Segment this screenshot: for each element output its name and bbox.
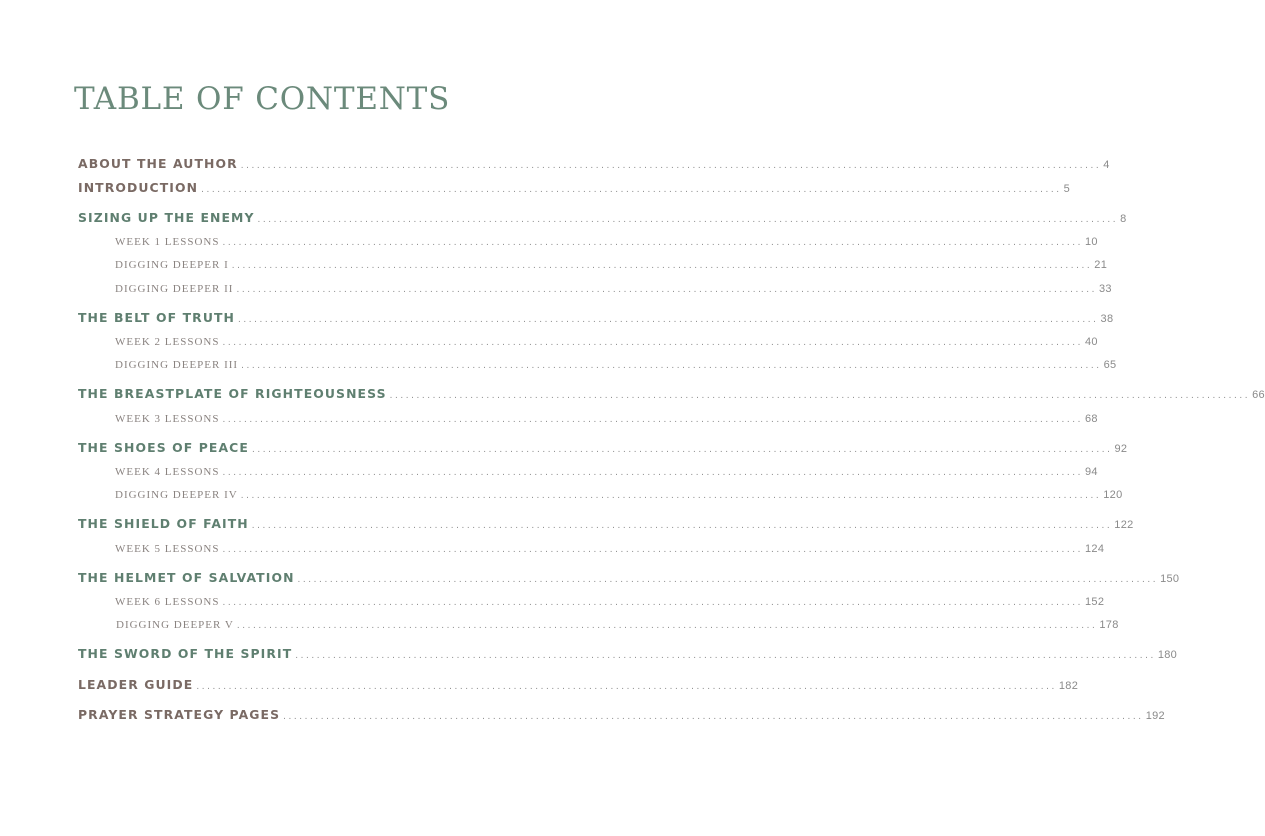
dot-leader: ................................................................................................................................................................	[240, 160, 1102, 171]
toc-entry-label: THE BREASTPLATE OF RIGHTEOUSNESS	[78, 386, 387, 401]
toc-entry-page: 120	[1103, 489, 1123, 501]
toc-entry-page: 122	[1114, 519, 1134, 531]
toc-entry[interactable]	[78, 515, 1134, 533]
toc-entry-page: 33	[1098, 283, 1112, 295]
toc-entry-label: DIGGING DEEPER V	[116, 619, 234, 631]
toc-entry[interactable]	[78, 155, 1110, 173]
toc-entry-page: 178	[1099, 619, 1119, 631]
dot-leader: ................................................................................................................................................................	[222, 237, 1083, 248]
dot-leader: ................................................................................................................................................................	[297, 574, 1159, 585]
toc-entry-label: PRAYER STRATEGY PAGES	[78, 707, 281, 722]
dot-leader: ................................................................................................................................................................	[222, 414, 1083, 425]
toc-entry-label: WEEK 3 LESSONS	[115, 413, 220, 425]
toc-entry-page: 92	[1114, 443, 1128, 455]
toc-entry[interactable]	[115, 593, 1105, 611]
toc-entry-label: WEEK 1 LESSONS	[115, 236, 220, 248]
toc-entry[interactable]	[115, 486, 1123, 504]
toc-entry-label: WEEK 5 LESSONS	[115, 543, 220, 555]
toc-entry-page: 192	[1145, 710, 1165, 722]
dot-leader: ................................................................................................................................................................	[257, 214, 1119, 225]
toc-entry-page: 21	[1094, 259, 1108, 271]
toc-entry-page: 4	[1103, 159, 1110, 171]
toc-entry-label: SIZING UP THE ENEMY	[78, 210, 255, 225]
toc-entry-page: 152	[1084, 596, 1105, 608]
toc-entry-page: 10	[1084, 236, 1098, 248]
toc-entry-label: THE SHOES OF PEACE	[78, 440, 249, 455]
toc-entry[interactable]	[78, 676, 1079, 694]
toc-entry[interactable]	[115, 463, 1098, 481]
dot-leader: ................................................................................................................................................................	[222, 597, 1083, 608]
toc-entry-label: DIGGING DEEPER IV	[115, 489, 238, 501]
toc-entry-label: THE SWORD OF THE SPIRIT	[78, 646, 293, 661]
dot-leader: ................................................................................................................................................................	[240, 490, 1102, 501]
toc-entry[interactable]	[115, 280, 1112, 298]
dot-leader: ................................................................................................................................................................	[251, 520, 1113, 531]
dot-leader: ................................................................................................................................................................	[201, 184, 1062, 195]
toc-entry[interactable]	[116, 616, 1119, 634]
toc-entry-label: LEADER GUIDE	[78, 677, 194, 692]
toc-entry[interactable]	[78, 645, 1178, 663]
toc-entry-page: 180	[1157, 649, 1178, 661]
dot-leader: ................................................................................................................................................................	[389, 390, 1251, 401]
dot-leader: ................................................................................................................................................................	[236, 620, 1098, 631]
dot-leader: ................................................................................................................................................................	[283, 711, 1144, 722]
toc-entry-label: WEEK 4 LESSONS	[115, 466, 220, 478]
toc-entry-label: WEEK 6 LESSONS	[115, 596, 220, 608]
toc-entry[interactable]	[78, 706, 1165, 724]
toc-entry-label: THE BELT OF TRUTH	[78, 310, 236, 325]
toc-entry[interactable]	[115, 256, 1108, 274]
toc-entry-page: 38	[1100, 313, 1114, 325]
toc-entry-page: 5	[1063, 183, 1071, 195]
dot-leader: ................................................................................................................................................................	[238, 314, 1099, 325]
toc-entry[interactable]	[115, 333, 1098, 351]
dot-leader: ................................................................................................................................................................	[231, 260, 1093, 271]
toc-entry-label: DIGGING DEEPER III	[115, 359, 239, 371]
toc-entry-page: 66	[1252, 389, 1265, 401]
toc-entry[interactable]	[78, 385, 1265, 403]
dot-leader: ................................................................................................................................................................	[236, 284, 1097, 295]
dot-leader: ................................................................................................................................................................	[222, 337, 1083, 348]
toc-entry-label: THE HELMET OF SALVATION	[78, 570, 295, 585]
toc-entry-label: THE SHIELD OF FAITH	[78, 516, 249, 531]
toc-entry[interactable]	[115, 233, 1098, 251]
dot-leader: ................................................................................................................................................................	[251, 444, 1113, 455]
toc-entry-label: ABOUT THE AUTHOR	[78, 156, 238, 171]
dot-leader: ................................................................................................................................................................	[222, 467, 1083, 478]
dot-leader: ................................................................................................................................................................	[241, 360, 1102, 371]
toc-entry-page: 150	[1160, 573, 1180, 585]
toc-entry-label: DIGGING DEEPER II	[115, 283, 234, 295]
toc-entry[interactable]	[78, 309, 1114, 327]
toc-entry-page: 40	[1084, 336, 1098, 348]
toc-entry[interactable]	[78, 179, 1071, 197]
toc-entry-page: 124	[1084, 543, 1105, 555]
toc-entry[interactable]	[78, 209, 1127, 227]
toc-entry[interactable]	[78, 569, 1180, 587]
toc-entry-page: 68	[1084, 413, 1098, 425]
toc-entry-label: INTRODUCTION	[78, 180, 199, 195]
toc-entry[interactable]	[115, 356, 1117, 374]
toc-entry-label: WEEK 2 LESSONS	[115, 336, 220, 348]
toc-entry-page: 8	[1120, 213, 1127, 225]
toc-entry-label: DIGGING DEEPER I	[115, 259, 229, 271]
dot-leader: ................................................................................................................................................................	[295, 650, 1156, 661]
toc-entry[interactable]	[115, 540, 1105, 558]
toc-entry[interactable]	[115, 410, 1098, 428]
toc-entry-page: 94	[1084, 466, 1098, 478]
dot-leader: ................................................................................................................................................................	[222, 544, 1083, 555]
page-title: TABLE OF CONTENTS	[74, 81, 451, 117]
dot-leader: ................................................................................................................................................................	[196, 681, 1057, 692]
toc-entry-page: 65	[1103, 359, 1117, 371]
toc-entry[interactable]	[78, 439, 1128, 457]
toc-entry-page: 182	[1058, 680, 1079, 692]
